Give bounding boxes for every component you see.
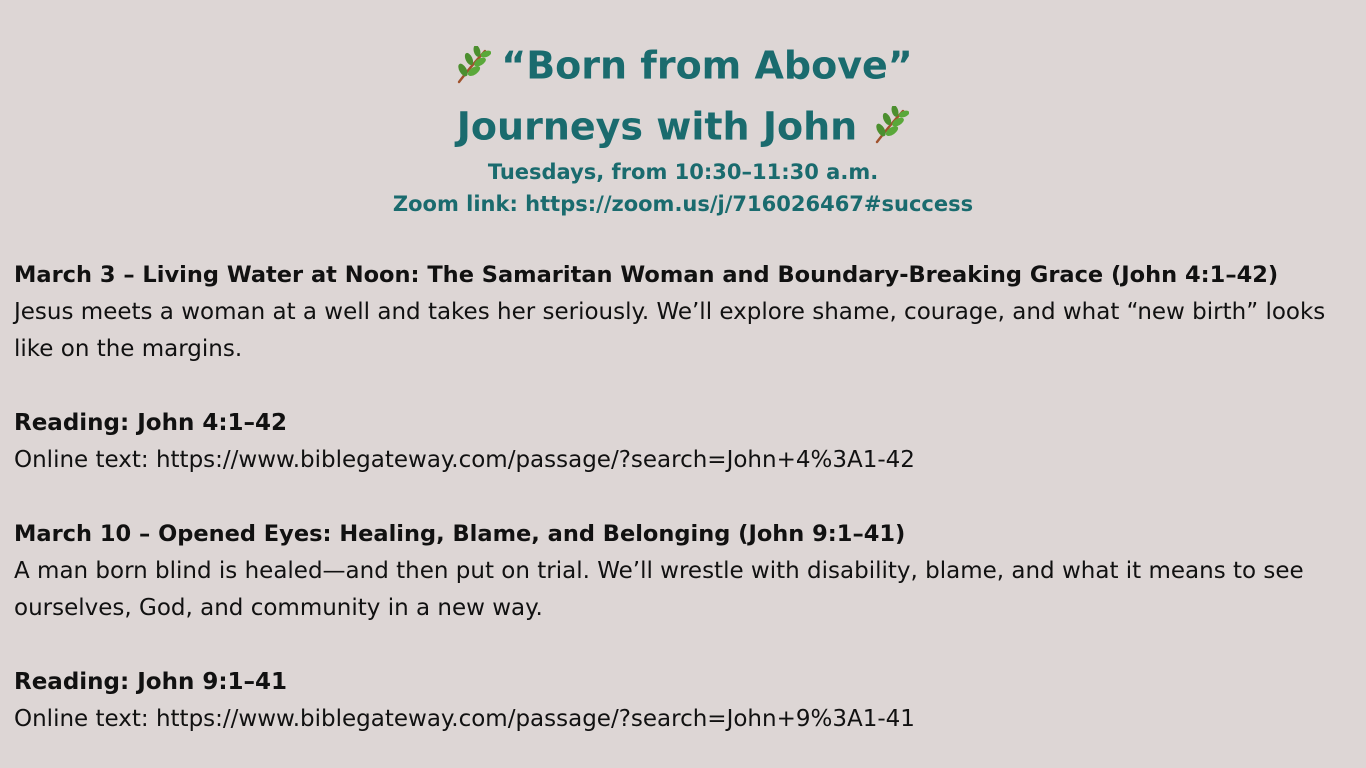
reading-label: Reading: John 4:1–42 xyxy=(14,410,288,436)
online-text-link[interactable]: Online text: https://www.biblegateway.com/passage/?search=John+4%3A1-42 xyxy=(14,447,915,473)
session-description: Jesus meets a woman at a well and takes her seriously. We’ll explore shame, courage, and what “new birth” looks like on the margins. xyxy=(14,299,1326,362)
session-item xyxy=(14,257,1354,479)
session-heading: March 10 – Opened Eyes: Healing, Blame, and Belonging (John 9:1–41) xyxy=(14,521,906,547)
zoom-link[interactable]: Zoom link: https://zoom.us/j/716026467#success xyxy=(392,192,974,216)
title-primary: “Born from Above” xyxy=(501,43,913,88)
schedule-text: Tuesdays, from 10:30–11:30 a.m. xyxy=(487,160,879,184)
session-description: A man born blind is healed—and then put on trial. We’ll wrestle with disability, blame, and what it means to see ourselves, God, and community in a new way. xyxy=(14,558,1304,621)
title-secondary: Journeys with John xyxy=(456,104,858,148)
spacer xyxy=(14,368,1354,405)
reading-label: Reading: John 9:1–41 xyxy=(14,669,288,695)
sessions-list xyxy=(14,257,1354,738)
online-text-link[interactable]: Online text: https://www.biblegateway.com/passage/?search=John+9%3A1-41 xyxy=(14,706,915,732)
leafy-branch-icon xyxy=(453,46,491,86)
spacer xyxy=(14,479,1354,516)
flyer-header xyxy=(0,34,1366,220)
title-line-1 xyxy=(0,34,1366,95)
title-line-2 xyxy=(0,95,1366,156)
leafy-branch-icon xyxy=(871,106,909,146)
session-heading: March 3 – Living Water at Noon: The Samaritan Woman and Boundary-Breaking Grace (John 4:1–42) xyxy=(14,262,1279,288)
spacer xyxy=(14,627,1354,664)
session-item xyxy=(14,516,1354,738)
